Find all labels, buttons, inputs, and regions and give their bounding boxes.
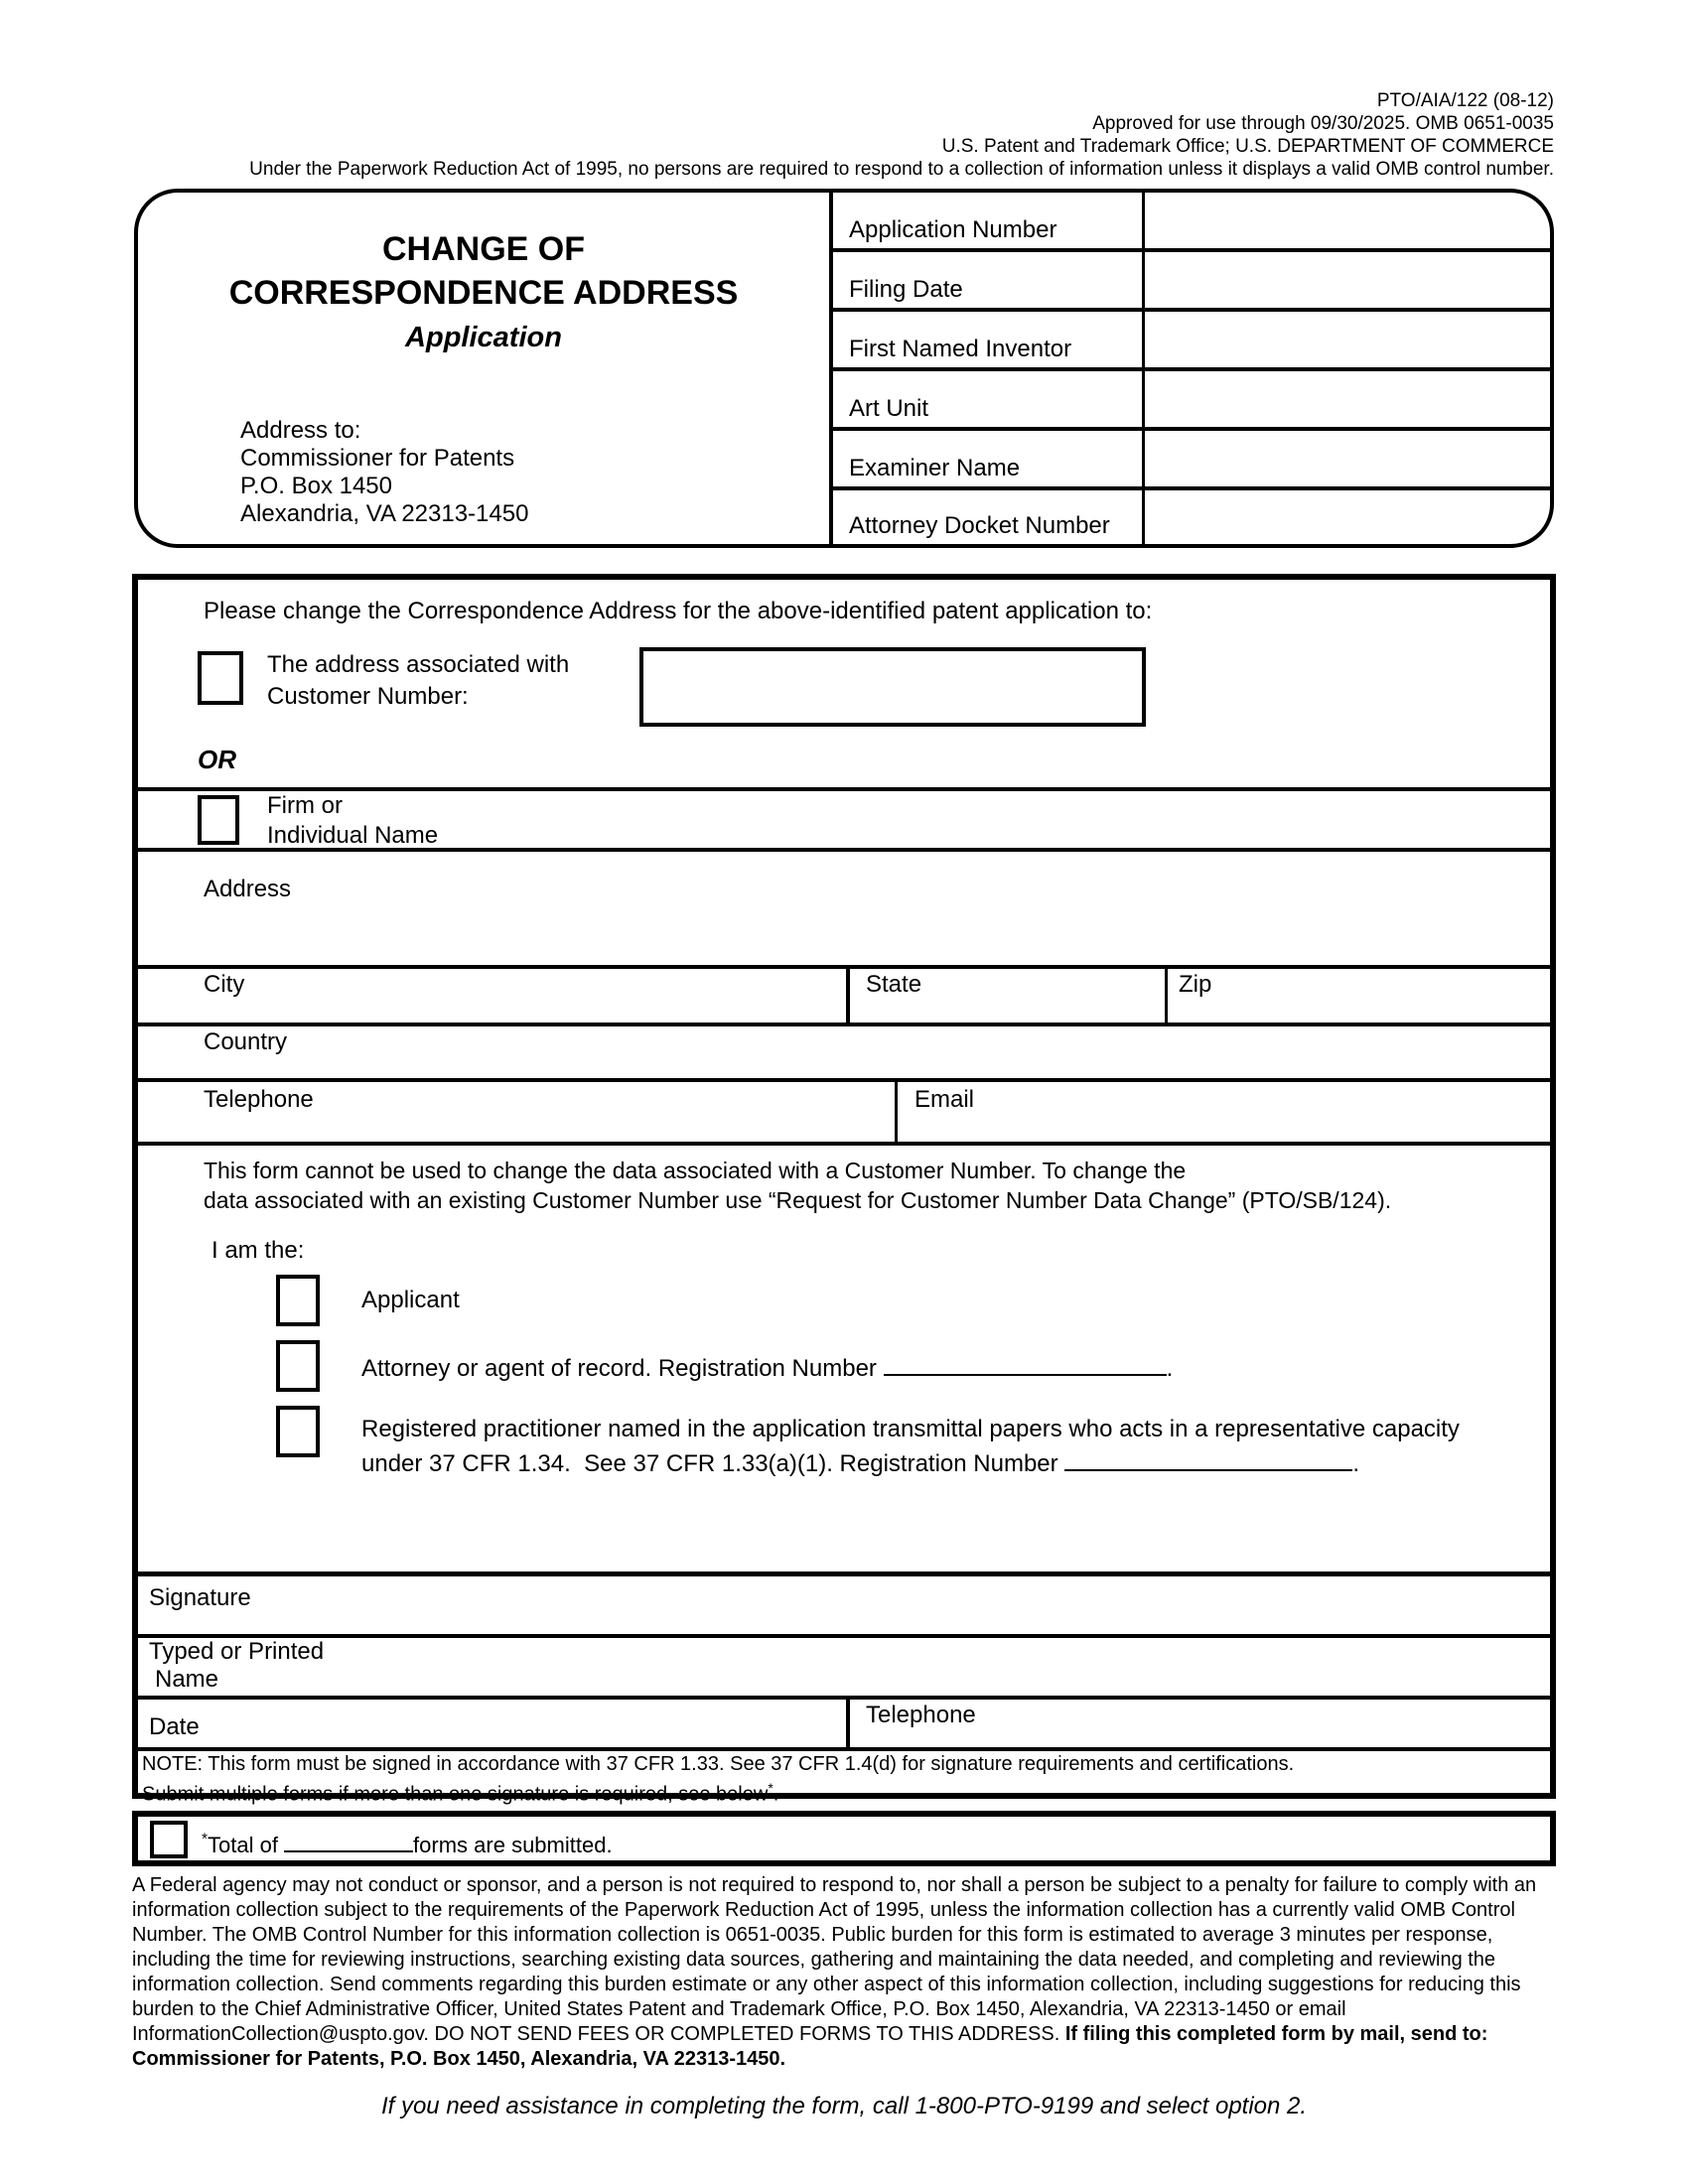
form-header-box bbox=[134, 189, 1554, 548]
date-label: Date bbox=[149, 1713, 200, 1740]
form-agency: U.S. Patent and Trademark Office; U.S. DEPARTMENT OF COMMERCE bbox=[941, 136, 1554, 157]
applicant-label: Applicant bbox=[361, 1287, 460, 1313]
signature-note-line2-text: Submit multiple forms if more than one signature is required, see below bbox=[142, 1783, 769, 1806]
signature-telephone-field[interactable] bbox=[1012, 1700, 1550, 1747]
footer-line: burden to the Chief Administrative Officer, United States Patent and Trademark Office, P.O. Box 1450, Alexandria, VA 22313-1450 or email bbox=[132, 1998, 1346, 2020]
footer-line: including the time for reviewing instructions, searching existing data sources, gathering and maintaining the data needed, and completing and reviewing the bbox=[132, 1949, 1496, 1971]
customer-number-label-line2: Customer Number: bbox=[267, 683, 469, 710]
firm-label-line1: Firm or bbox=[267, 792, 343, 819]
state-field[interactable] bbox=[850, 969, 1163, 1023]
country-field[interactable] bbox=[138, 1026, 1550, 1078]
zip-field[interactable] bbox=[1168, 969, 1550, 1023]
zip-label: Zip bbox=[1179, 971, 1212, 998]
signature-note-asterisk: * bbox=[768, 1780, 774, 1796]
application-number-value-cell[interactable] bbox=[1145, 193, 1550, 248]
i-am-the-label: I am the: bbox=[211, 1237, 305, 1264]
footer-commissioner-line: Commissioner for Patents, P.O. Box 1450, Alexandria, VA 22313-1450. bbox=[132, 2048, 786, 2070]
total-forms-post: forms are submitted. bbox=[413, 1833, 613, 1857]
state-label: State bbox=[866, 971, 922, 998]
assistance-line: If you need assistance in completing the form, call 1-800-PTO-9199 and select option 2. bbox=[380, 2093, 1308, 2119]
first-named-inventor-label: First Named Inventor bbox=[849, 336, 1072, 362]
country-label: Country bbox=[204, 1028, 288, 1055]
address-to-line: Alexandria, VA 22313-1450 bbox=[240, 500, 529, 527]
practitioner-label-period: . bbox=[1352, 1450, 1359, 1477]
filing-date-label: Filing Date bbox=[849, 276, 963, 303]
attorney-docket-number-value-cell[interactable] bbox=[1145, 490, 1550, 544]
form-title-line2: CORRESPONDENCE ADDRESS bbox=[228, 274, 739, 312]
art-unit-label: Art Unit bbox=[849, 395, 929, 422]
typed-name-field[interactable] bbox=[376, 1638, 1550, 1694]
typed-name-label-line1: Typed or Printed bbox=[149, 1638, 325, 1665]
address-to-line: Commissioner for Patents bbox=[240, 445, 515, 472]
practitioner-registration-blank[interactable] bbox=[1064, 1447, 1352, 1471]
total-forms-box bbox=[132, 1811, 1556, 1866]
total-forms-pre: Total of bbox=[208, 1833, 285, 1857]
footer-line: information collection subject to the requirements of the Paperwork Reduction Act of 1995, unless the information collection has a currently valid OMB Control bbox=[132, 1899, 1515, 1921]
city-field[interactable] bbox=[138, 969, 844, 1023]
art-unit-value-cell[interactable] bbox=[1145, 371, 1550, 427]
attorney-docket-number-label: Attorney Docket Number bbox=[849, 512, 1110, 539]
footer-line: information collection. Send comments regarding this burden estimate or any other aspect of this information collection, including suggestions for reducing this bbox=[132, 1974, 1521, 1995]
telephone-label: Telephone bbox=[204, 1086, 314, 1113]
firm-name-field[interactable] bbox=[535, 791, 1548, 846]
attorney-label bbox=[361, 1352, 1173, 1383]
customer-number-checkbox[interactable] bbox=[198, 651, 243, 705]
divider bbox=[138, 1142, 1550, 1146]
address-field[interactable] bbox=[138, 852, 1550, 963]
practitioner-label-line1: Registered practitioner named in the application transmittal papers who acts in a representative capacity bbox=[361, 1416, 1460, 1442]
email-field[interactable] bbox=[898, 1082, 1550, 1142]
filing-date-value-cell[interactable] bbox=[1145, 252, 1550, 308]
telephone-field[interactable] bbox=[138, 1082, 893, 1142]
total-forms-asterisk: * bbox=[202, 1831, 208, 1848]
footer-line-mail-text: InformationCollection@uspto.gov. DO NOT SEND FEES OR COMPLETED FORMS TO THIS ADDRESS. bbox=[132, 2023, 1065, 2045]
address-to-line: Address to: bbox=[240, 417, 361, 444]
divider bbox=[138, 1747, 1550, 1751]
signature-note-line1: NOTE: This form must be signed in accordance with 37 CFR 1.33. See 37 CFR 1.4(d) for signature requirements and certifications. bbox=[142, 1753, 1295, 1775]
form-title-line1: CHANGE OF bbox=[382, 230, 585, 268]
paperwork-notice: Under the Paperwork Reduction Act of 1995, no persons are required to respond to a collection of information unless it displays a valid OMB control number. bbox=[249, 159, 1554, 180]
customer-number-input[interactable] bbox=[639, 647, 1146, 727]
total-forms-blank[interactable] bbox=[284, 1831, 413, 1852]
or-label: OR bbox=[198, 745, 236, 774]
form-main-box bbox=[132, 574, 1556, 1806]
practitioner-label-line2 bbox=[361, 1447, 1359, 1478]
customer-note-line1: This form cannot be used to change the data associated with a Customer Number. To change the bbox=[204, 1158, 1187, 1183]
email-label: Email bbox=[914, 1086, 975, 1113]
attorney-label-period: . bbox=[1166, 1355, 1174, 1382]
customer-note-line2: data associated with an existing Customer Number use “Request for Customer Number Data Change” (PTO/SB/124). bbox=[204, 1187, 1392, 1213]
attorney-checkbox[interactable] bbox=[276, 1340, 320, 1392]
attorney-registration-blank[interactable] bbox=[884, 1352, 1167, 1376]
form-approval: Approved for use through 09/30/2025. OMB 0651-0035 bbox=[1092, 113, 1554, 134]
customer-number-label-line1: The address associated with bbox=[267, 651, 570, 678]
city-label: City bbox=[204, 971, 245, 998]
address-label: Address bbox=[204, 876, 292, 902]
application-number-label: Application Number bbox=[849, 216, 1057, 243]
attorney-label-text: Attorney or agent of record. Registration Number bbox=[361, 1355, 884, 1382]
firm-name-checkbox[interactable] bbox=[198, 795, 239, 845]
applicant-checkbox[interactable] bbox=[276, 1275, 320, 1326]
examiner-name-value-cell[interactable] bbox=[1145, 431, 1550, 486]
signature-telephone-label: Telephone bbox=[866, 1702, 976, 1728]
signature-note-period: . bbox=[773, 1783, 779, 1806]
date-field[interactable] bbox=[227, 1700, 844, 1747]
intro-text: Please change the Correspondence Address for the above-identified patent application to: bbox=[204, 598, 1153, 624]
practitioner-label-text: under 37 CFR 1.34. See 37 CFR 1.33(a)(1). Registration Number bbox=[361, 1450, 1065, 1477]
form-number: PTO/AIA/122 (08-12) bbox=[1376, 90, 1554, 111]
footer-line: Number. The OMB Control Number for this information collection is 0651-0035. Public burden for this form is estimated to average 3 minutes per response, bbox=[132, 1924, 1493, 1946]
address-to-block bbox=[240, 417, 528, 528]
form-subtitle: Application bbox=[405, 322, 562, 353]
examiner-name-label: Examiner Name bbox=[849, 455, 1021, 481]
date-telephone-divider bbox=[846, 1700, 850, 1747]
form-meta bbox=[249, 89, 1554, 181]
first-named-inventor-value-cell[interactable] bbox=[1145, 312, 1550, 367]
footer-line: A Federal agency may not conduct or sponsor, and a person is not required to respond to, nor shall a person be subject to a penalty for failure to comply with an bbox=[132, 1874, 1537, 1896]
signature-note-line2 bbox=[142, 1776, 778, 1807]
address-to-line: P.O. Box 1450 bbox=[240, 473, 392, 499]
footer-line-mail-bold: If filing this completed form by mail, send to: bbox=[1064, 2023, 1488, 2045]
signature-label: Signature bbox=[149, 1584, 251, 1611]
practitioner-checkbox[interactable] bbox=[276, 1406, 320, 1457]
signature-field[interactable] bbox=[337, 1576, 1550, 1632]
typed-name-label-line2: Name bbox=[155, 1666, 219, 1693]
firm-label-line2: Individual Name bbox=[267, 822, 439, 849]
footer-line-mail bbox=[132, 2022, 1487, 2047]
total-forms-checkbox[interactable] bbox=[150, 1821, 188, 1858]
total-forms-text bbox=[202, 1831, 613, 1858]
